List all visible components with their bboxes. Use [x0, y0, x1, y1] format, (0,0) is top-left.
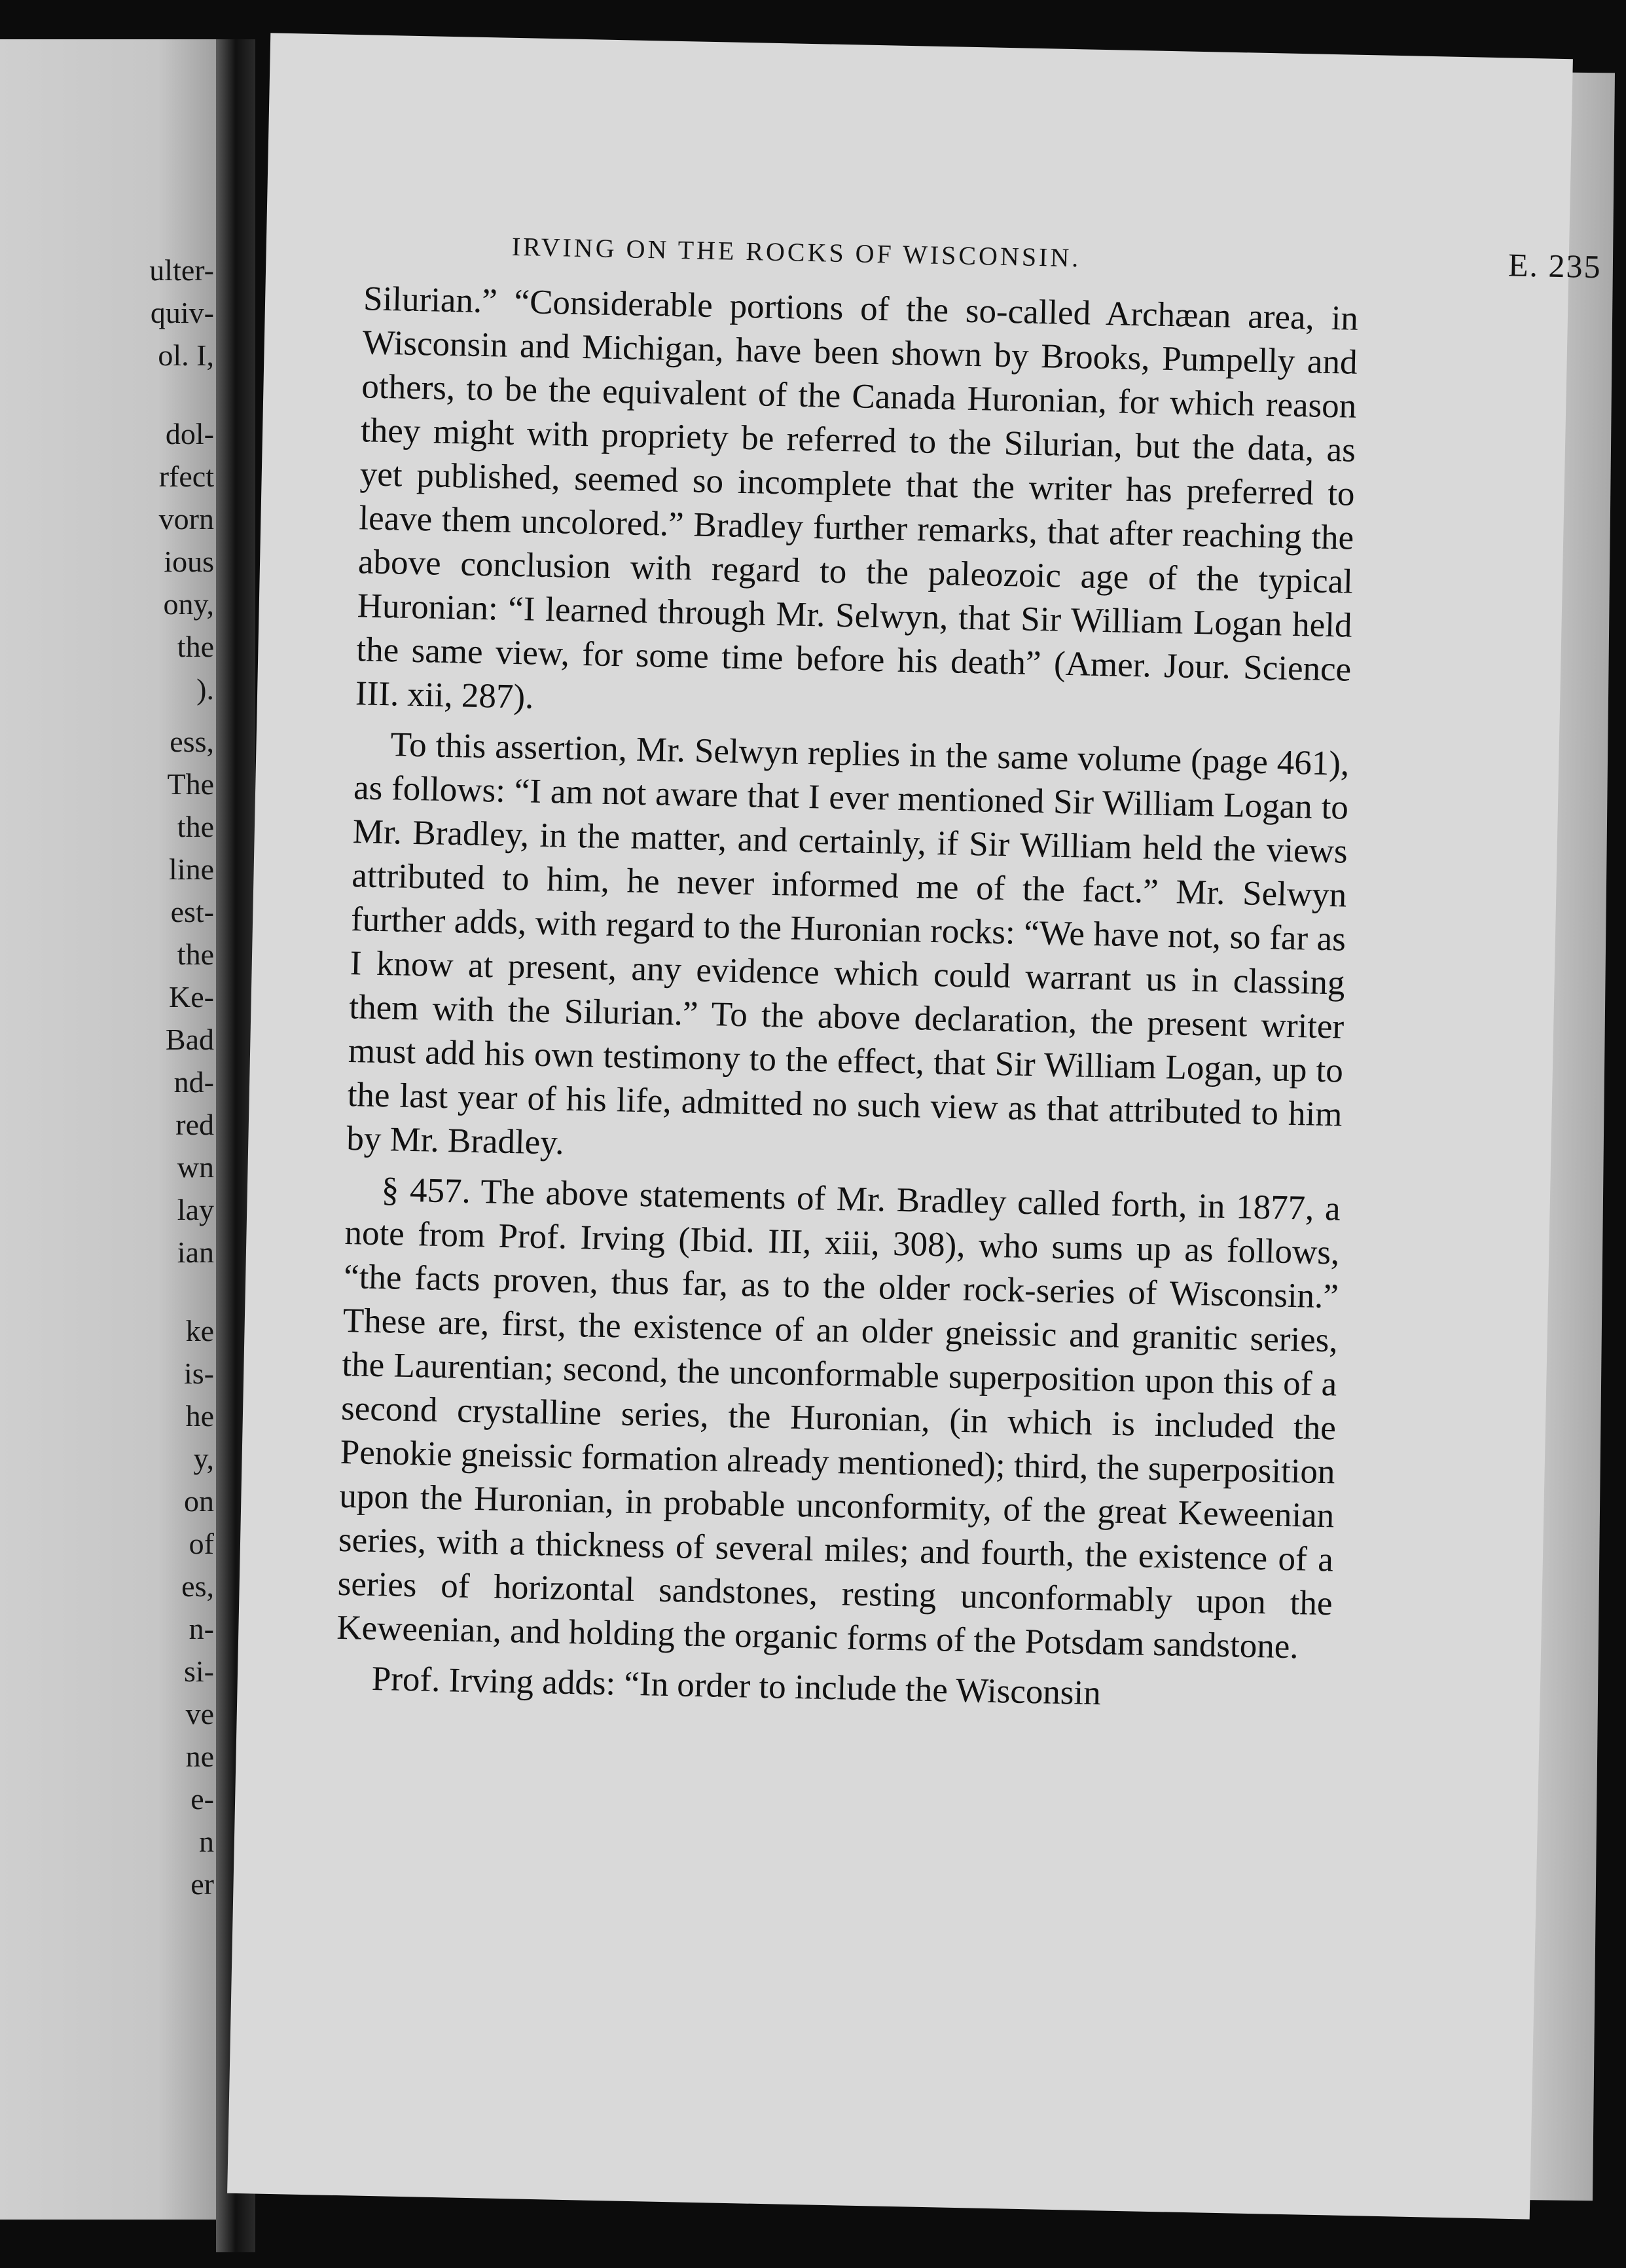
left-page-line: vorn	[158, 502, 214, 536]
left-page-line: ve	[185, 1697, 214, 1730]
left-page-line: est-	[170, 895, 214, 928]
left-page-line: line	[169, 852, 214, 886]
running-title: IRVING ON THE ROCKS OF WISCONSIN.	[511, 231, 1081, 273]
right-page	[227, 33, 1602, 2219]
left-page-line: er	[190, 1867, 214, 1901]
left-page-line: n-	[189, 1612, 214, 1645]
left-page-line: rfect	[158, 460, 214, 493]
left-page-edge	[0, 39, 226, 2220]
left-page-line: Ke-	[169, 980, 214, 1014]
left-page-line: ious	[164, 545, 214, 578]
left-page-line: ony,	[163, 587, 214, 621]
left-page-line: he	[185, 1399, 214, 1433]
left-page-line: y,	[193, 1442, 214, 1475]
body-text	[335, 277, 1359, 1727]
left-page-line: e-	[190, 1782, 214, 1816]
paragraph-2: To this assertion, Mr. Selwyn replies in the same volume (page 461), as follows: “I am not aware that I ever mentioned Sir William Logan to Mr. Bradley, in the matter, and certainly, if Sir William held the views attributed to him, he never informed me of the fact.” Mr. Selwyn further adds, with regard to the Huronian rocks: “We have not, so far as I know at present, any evidence which could warrant us in classing them with the Silurian.” To the above declaration, the present writer must add his own testimony to the effect, that Sir William Logan, up to the last year of his life, admitted no such view as that attributed to him by Mr. Bradley.	[346, 725, 1350, 1162]
left-page-line: on	[184, 1484, 214, 1518]
left-page-line: red	[175, 1108, 214, 1141]
left-page-line: dol-	[165, 417, 214, 450]
left-page-line: The	[167, 767, 214, 801]
left-page-line: ol. I,	[158, 338, 214, 372]
left-page-line: ).	[196, 672, 214, 706]
left-page-line: is-	[184, 1357, 214, 1390]
left-page-line: ke	[185, 1314, 214, 1347]
left-page-line: es,	[181, 1569, 214, 1603]
left-page-line: wn	[177, 1150, 214, 1184]
left-page-line: of	[189, 1527, 214, 1560]
left-page-line: n	[199, 1825, 214, 1858]
left-page-line: ess,	[170, 725, 214, 758]
left-page-line: ulter-	[149, 253, 214, 287]
left-page-line: the	[177, 630, 214, 663]
left-page-line: lay	[177, 1193, 214, 1226]
paragraph-1: Silurian.” “Considerable portions of the so-called Archæan area, in Wisconsin and Michigan, have been shown by Brooks, Pumpelly and others, to be the equivalent of the Canada Huronian, for which reason they might with propriety be referred to the Silurian, but the data, as yet published, seemed so incomplete that the writer has preferred to leave them uncolored.” Bradley further remarks, that after reaching the above conclusion with regard to the paleozoic age of the typical Huronian: “I learned through Mr. Selwyn, that Sir William Logan held the same view, for some time before his death” (Amer. Jour. Science III. xii, 287).	[355, 280, 1359, 716]
left-page-line: nd-	[173, 1065, 214, 1099]
left-page-line: Bad	[165, 1023, 214, 1056]
left-page-line: si-	[184, 1655, 214, 1688]
left-page-line: the	[177, 810, 214, 843]
page-number: E. 235	[1508, 246, 1602, 285]
paragraph-3: § 457. The above statements of Mr. Bradley called forth, in 1877, a note from Prof. Irving (Ibid. III, xiii, 308), who sums up as follows, “the facts proven, thus far, as to the older rock-series of Wisconsin.” These are, first, the existence of an older gneissic and granitic series, the Laurentian; second, the unconformable superposition upon this of a second crystalline series, the Huronian, (in which is included the Penokie gneissic formation already mentioned); third, the superposition upon the Huronian, in probable unconformity, of the great Keweenian series, with a thickness of several miles; and fourth, the existence of a series of horizontal sandstones, resting unconformably upon the Keweenian, and holding the organic forms of the Potsdam sandstone.	[336, 1171, 1341, 1666]
left-page-line: ne	[185, 1740, 214, 1773]
left-page-line: quiv-	[150, 296, 214, 329]
left-page-line: the	[177, 938, 214, 971]
paragraph-4: Prof. Irving adds: “In order to include the Wisconsin	[371, 1659, 1102, 1713]
left-page-line: ian	[177, 1235, 214, 1269]
